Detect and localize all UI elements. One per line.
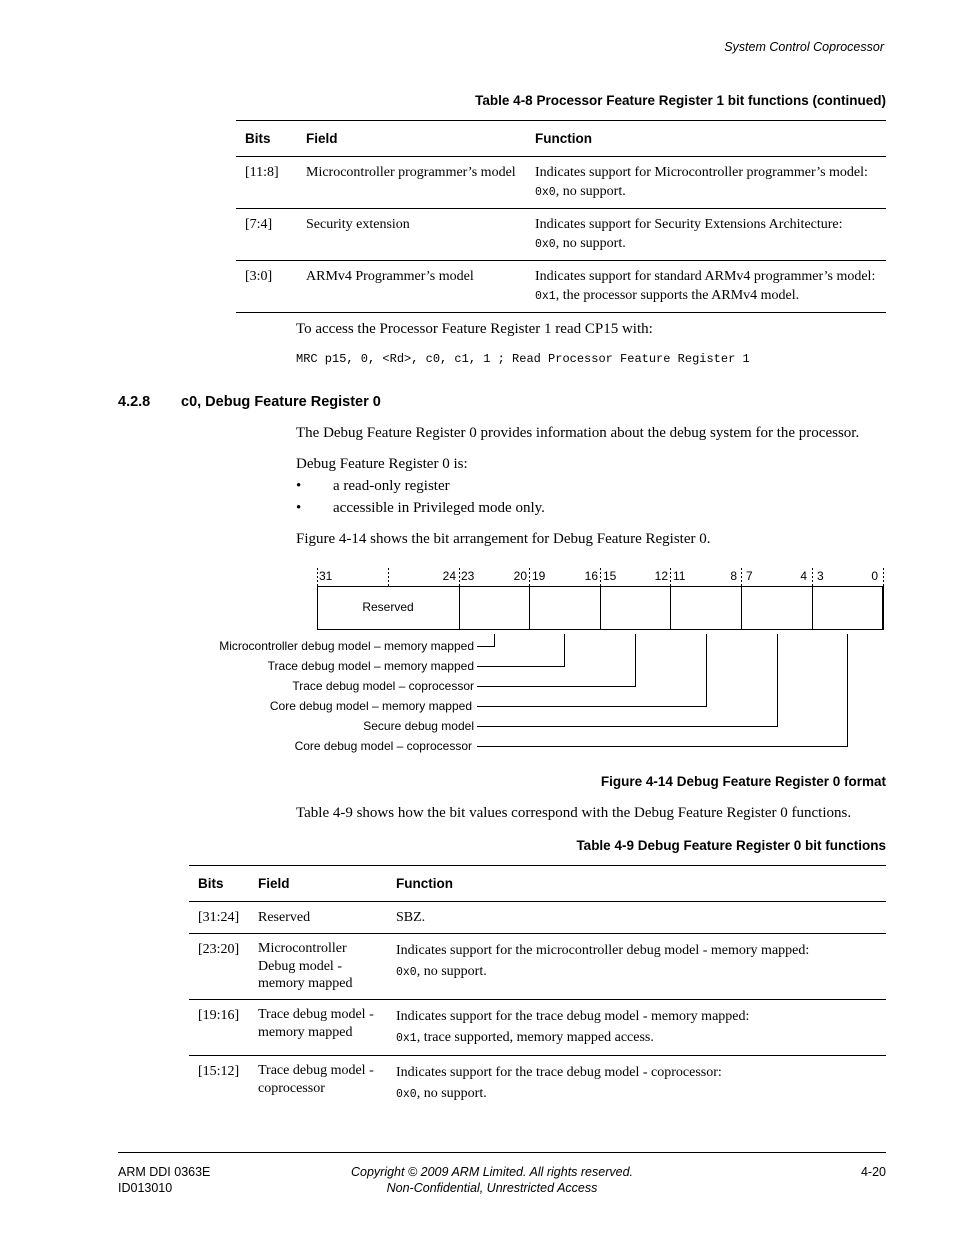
bullet-text: a read-only register (333, 478, 450, 494)
value-code: 0x1 (396, 1031, 417, 1045)
column-header: Bits (236, 121, 297, 157)
section-number: 4.2.8 (118, 394, 151, 410)
table-reference: Table 4-9 shows how the bit values correspond with the Debug Feature Register 0 functions. (296, 805, 852, 821)
bits-cell: [11:8] (236, 157, 297, 209)
field-line: coprocessor (258, 1080, 325, 1096)
bit-label: 0 (871, 569, 878, 583)
field-line: Trace debug model - (258, 1006, 374, 1022)
bit-label: 3 (817, 569, 824, 583)
field-label: Trace debug model – coprocessor (292, 679, 474, 693)
value-code: 0x0 (396, 1087, 417, 1101)
value-text: , no support. (416, 964, 487, 979)
field-line: memory mapped (258, 976, 353, 991)
access-instruction: To access the Processor Feature Register 1 read CP15 with: (296, 321, 653, 337)
bits-cell: [7:4] (236, 209, 297, 261)
field-line: Microcontroller (258, 941, 347, 956)
bit-label: 19 (532, 569, 546, 583)
field-line: Trace debug model - (258, 1062, 374, 1078)
column-header: Field (249, 866, 387, 902)
field-label: Microcontroller debug model – memory mapped (219, 639, 474, 653)
function-cell (387, 1055, 886, 1111)
issue-id: ID013010 (118, 1181, 173, 1195)
reserved-field-label: Reserved (362, 600, 414, 614)
access-notice: Non-Confidential, Unrestricted Access (386, 1181, 598, 1195)
running-header: System Control Coprocessor (724, 40, 884, 54)
bit-label: 7 (746, 569, 753, 583)
function-cell (526, 261, 886, 313)
column-header: Bits (189, 866, 249, 902)
column-header: Function (387, 866, 886, 902)
bit-label: 15 (603, 569, 617, 583)
doc-id: ARM DDI 0363E (118, 1165, 211, 1179)
value-text: , no support. (555, 236, 626, 251)
field-cell (249, 999, 387, 1055)
bit-label: 24 (442, 569, 456, 583)
field-label: Core debug model – memory mapped (269, 699, 472, 713)
bullet-glyph: • (296, 478, 302, 494)
function-cell (387, 999, 886, 1055)
table-row (189, 902, 886, 934)
bit-label: 8 (730, 569, 737, 583)
field-cell (249, 1055, 387, 1111)
function-cell (387, 934, 886, 1000)
bit-label: 4 (800, 569, 807, 583)
bits-cell: [31:24] (189, 902, 249, 934)
bit-label: 12 (654, 569, 668, 583)
value-code: 0x0 (535, 238, 556, 251)
column-header: Function (526, 121, 886, 157)
function-text: Indicates support for the trace debug model - coprocessor: (396, 1064, 722, 1080)
function-cell: SBZ. (387, 902, 886, 934)
bits-cell: [3:0] (236, 261, 297, 313)
bit-label: 11 (673, 569, 686, 583)
field-label: Trace debug model – memory mapped (267, 659, 474, 673)
register-diagram (0, 560, 954, 760)
bit-ticks (318, 568, 884, 586)
figure-reference: Figure 4-14 shows the bit arrangement for Debug Feature Register 0. (296, 531, 711, 547)
field-line: memory mapped (258, 1024, 353, 1040)
bit-label: 23 (461, 569, 475, 583)
leader-lines (477, 634, 848, 747)
table-header-row (236, 121, 886, 157)
table-row (236, 261, 886, 313)
footer-rule (118, 1152, 886, 1153)
copyright: Copyright © 2009 ARM Limited. All rights reserved. (350, 1165, 633, 1179)
field-label: Secure debug model (363, 719, 474, 733)
bits-cell: [19:16] (189, 999, 249, 1055)
field-cell: Security extension (297, 209, 526, 261)
column-header: Field (297, 121, 526, 157)
bullet-item (296, 500, 545, 517)
table-row (236, 209, 886, 261)
section-intro: The Debug Feature Register 0 provides information about the debug system for the processor. (296, 425, 860, 441)
figure-caption: Figure 4-14 Debug Feature Register 0 format (600, 774, 886, 789)
value-text: , trace supported, memory mapped access. (416, 1029, 654, 1045)
bullet-item (296, 478, 450, 495)
bullet-text: accessible in Privileged mode only. (333, 500, 545, 516)
table-row (189, 999, 886, 1055)
bits-cell: [15:12] (198, 1063, 240, 1079)
function-text: Indicates support for the microcontroller debug model - memory mapped: (396, 943, 810, 958)
bit-label: 20 (513, 569, 527, 583)
table-row (236, 157, 886, 209)
value-code: 0x0 (396, 966, 417, 979)
table-header-row (189, 866, 886, 902)
section-title: c0, Debug Feature Register 0 (181, 394, 381, 410)
bit-label: 31 (319, 569, 333, 583)
footer-left (118, 1164, 210, 1196)
field-dividers (460, 586, 883, 630)
value-text: , the processor supports the ARMv4 model. (555, 288, 800, 303)
function-text: Indicates support for Security Extensions Architecture: (535, 217, 843, 232)
function-text: Indicates support for the trace debug model - memory mapped: (396, 1008, 750, 1024)
table-caption: Table 4-8 Processor Feature Register 1 bit functions (continued) (475, 93, 886, 108)
bits-cell: [23:20] (189, 934, 249, 1000)
value-code: 0x0 (535, 186, 556, 199)
code-sample: MRC p15, 0, <Rd>, c0, c1, 1 ; Read Processor Feature Register 1 (296, 352, 750, 366)
value-text: , no support. (416, 1085, 487, 1101)
field-cell: Microcontroller programmer’s model (297, 157, 526, 209)
value-code: 0x1 (535, 290, 556, 303)
table-caption: Table 4-9 Debug Feature Register 0 bit functions (576, 838, 886, 853)
function-cell (526, 157, 886, 209)
value-text: , no support. (555, 184, 626, 199)
field-label: Core debug model – coprocessor (294, 739, 472, 753)
table-row (189, 934, 886, 1000)
bit-label: 16 (584, 569, 598, 583)
table-row (189, 1055, 886, 1111)
function-text: Indicates support for standard ARMv4 programmer’s model: (535, 269, 876, 284)
debug-feature-table (189, 865, 886, 1111)
function-text: Indicates support for Microcontroller programmer’s model: (535, 165, 868, 180)
register-is-label: Debug Feature Register 0 is: (296, 456, 468, 472)
processor-feature-table (236, 120, 886, 313)
page-number: 4-20 (860, 1165, 886, 1179)
field-cell (249, 902, 387, 934)
field-cell: ARMv4 Programmer’s model (297, 261, 526, 313)
field-line: Reserved (258, 910, 311, 925)
function-cell (526, 209, 886, 261)
field-cell (249, 934, 387, 1000)
section-heading (118, 394, 381, 410)
footer-center (302, 1164, 682, 1196)
bullet-glyph: • (296, 500, 302, 516)
field-line: Debug model - (258, 958, 342, 974)
